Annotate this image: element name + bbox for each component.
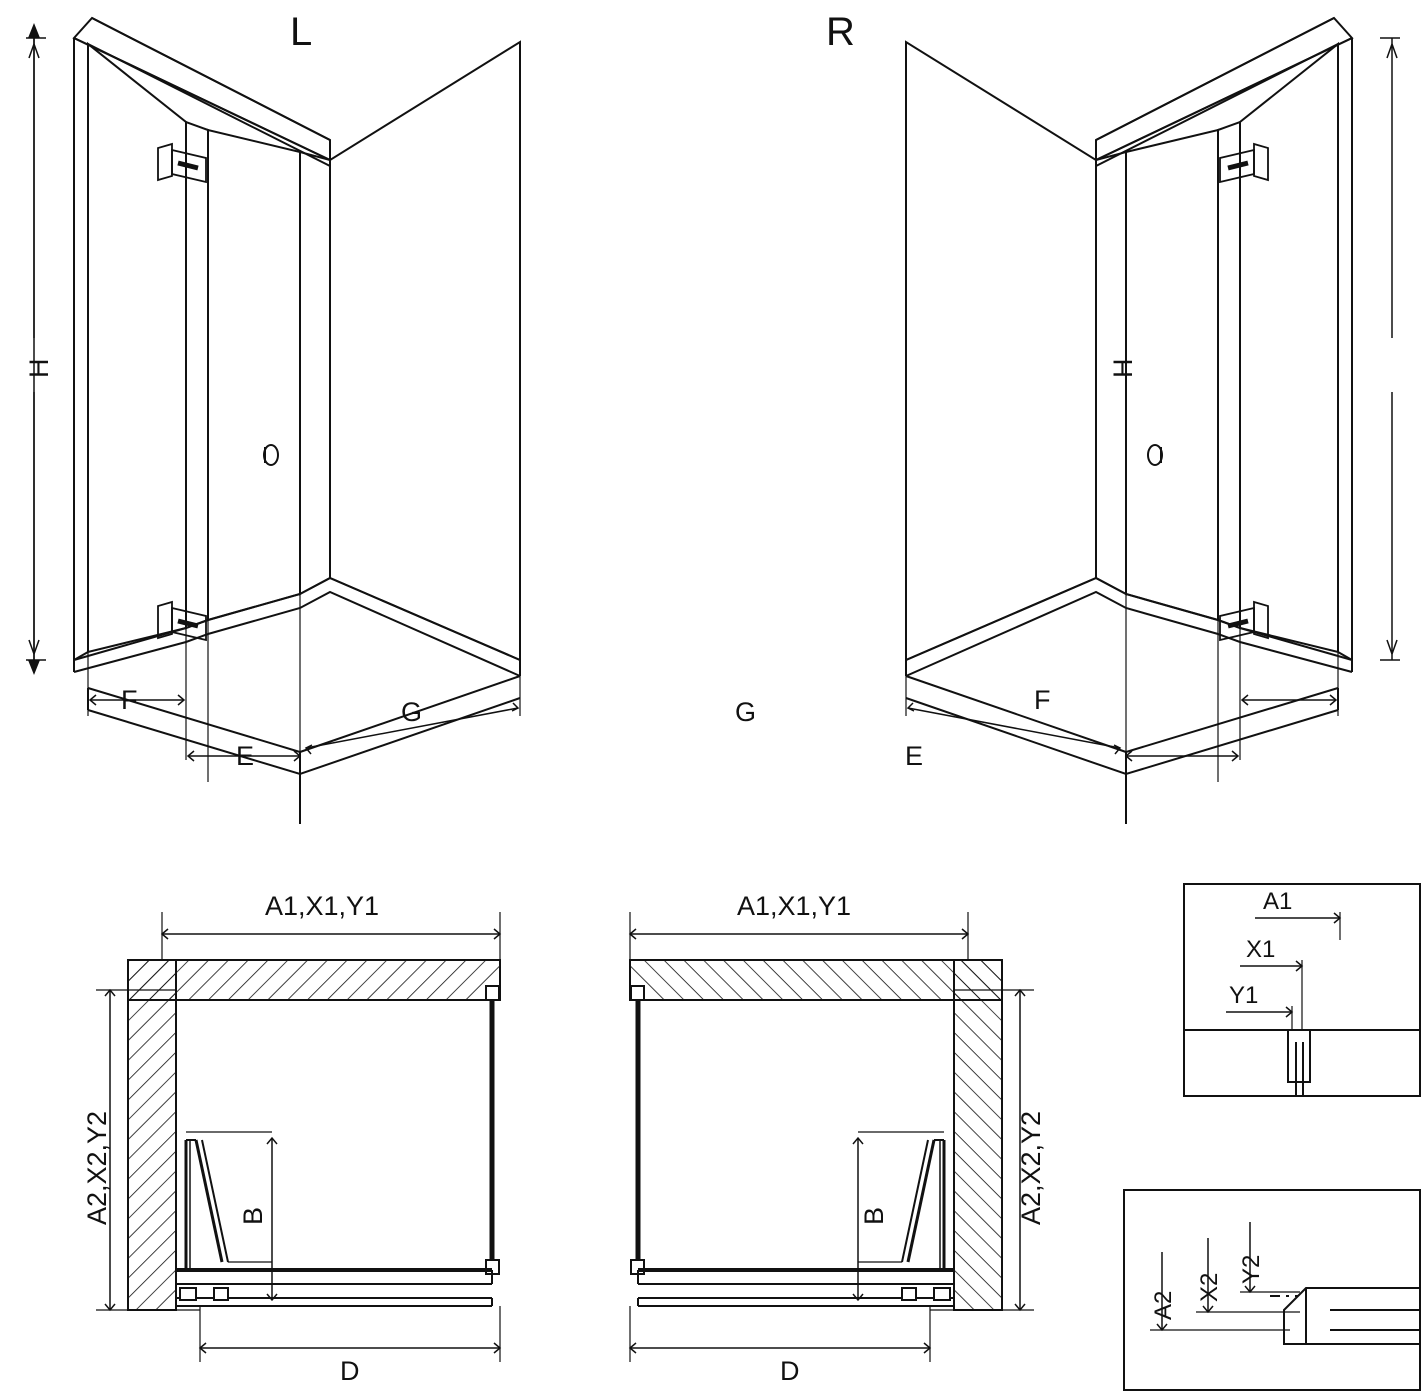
plan-right-geometry [630, 912, 1034, 1362]
iso-left-segment-f: F [121, 685, 138, 715]
detail-bottom-label-x2: X2 [1196, 1272, 1223, 1302]
view-title-left: L [290, 10, 313, 54]
plan-right-top-dim: A1,X1,Y1 [737, 891, 852, 921]
plan-left-top-dim: A1,X1,Y1 [265, 891, 380, 921]
iso-right-height-label: H [1108, 358, 1138, 378]
plan-left-side-dim: A2,X2,Y2 [82, 1110, 112, 1225]
iso-right-segment-e: E [905, 741, 924, 771]
plan-left-geometry [96, 912, 500, 1362]
plan-right-side-dim: A2,X2,Y2 [1016, 1110, 1046, 1225]
plan-left-bottom-dim: D [340, 1356, 360, 1386]
iso-left-segment-e: E [236, 741, 255, 771]
plan-right-bottom-dim: D [780, 1356, 800, 1386]
detail-bottom-label-a2: A2 [1150, 1290, 1177, 1320]
iso-right-geometry [906, 18, 1400, 824]
view-title-right: R [826, 10, 855, 54]
plan-right-inner-dim: B [859, 1206, 889, 1225]
plan-left-inner-dim: B [238, 1206, 268, 1225]
detail-bottom-label-y2: Y2 [1238, 1254, 1265, 1284]
detail-top-geometry [1184, 884, 1420, 1096]
detail-top-label-y1: Y1 [1229, 982, 1259, 1009]
iso-right-segment-g: G [735, 697, 757, 727]
iso-left-geometry [26, 18, 520, 824]
detail-top-label-a1: A1 [1263, 888, 1293, 915]
detail-top-label-x1: X1 [1246, 936, 1276, 963]
iso-left-segment-g: G [401, 697, 423, 727]
iso-right-segment-f: F [1034, 685, 1051, 715]
iso-left-height-label: H [24, 358, 54, 378]
